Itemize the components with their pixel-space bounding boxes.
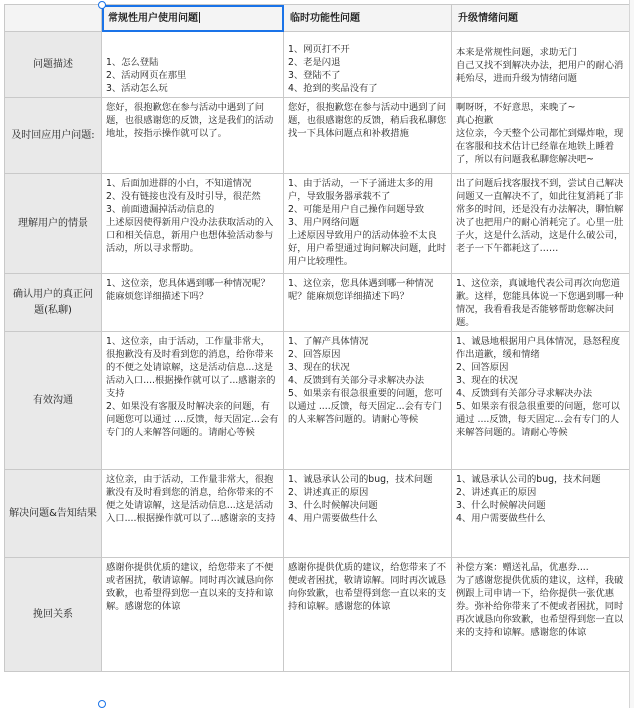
cell-line: 这位亲，今天整个公司都忙到爆炸啦，现在客服和技术估计已经靠在地铁上睡着了，所以有问题我私聊您解决吧~ bbox=[456, 128, 624, 165]
cell-line: 5、如果亲有很急很重要的问题，您可以通过 ....反馈，每天固定...会有专门的人来解答问题的。请耐心等候 bbox=[456, 401, 620, 438]
cell-line: 3、活动怎么玩 bbox=[106, 83, 168, 94]
corner-cell[interactable] bbox=[5, 5, 102, 32]
cell-line: 3、什么时候解决问题 bbox=[288, 500, 378, 511]
row-header-label: 有效沟通 bbox=[33, 394, 73, 406]
comparison-table bbox=[4, 4, 631, 672]
table-cell[interactable] bbox=[102, 174, 284, 274]
table-row bbox=[5, 174, 631, 274]
cell-line: 啊呀呀，不好意思，来晚了~ bbox=[456, 102, 576, 113]
selection-handle-bottom[interactable] bbox=[98, 700, 106, 708]
table-cell[interactable] bbox=[284, 98, 452, 174]
table-cell[interactable] bbox=[284, 174, 452, 274]
table-cell[interactable] bbox=[102, 98, 284, 174]
table-cell[interactable] bbox=[284, 32, 452, 98]
cell-line: 4、反馈到有关部分寻求解决办法 bbox=[456, 388, 593, 399]
cell-line: 出了问题后找客服找不到，尝试自己解决问题又一直解决不了，如此往复消耗了非常多的时间，还是没有办法解决，聊怕解决了也把用户的耐心消耗完了。心里一肚子火，这是什么活动，这是什么破公司，老子一下午都耗这了…… bbox=[456, 178, 624, 254]
cell-line: 2、老是闪退 bbox=[288, 57, 341, 68]
table-cell[interactable] bbox=[284, 332, 452, 470]
column-header-label: 升级情绪问题 bbox=[458, 12, 518, 24]
table-cell[interactable] bbox=[452, 274, 631, 332]
cell-line: 感谢你提供优质的建议，给您带来了不便或者困扰，敬请谅解。同时再次诚恳向你致歉，也希望得到您一直以来的支持和谅解。感谢您的体谅 bbox=[106, 562, 274, 612]
table-cell[interactable] bbox=[452, 558, 631, 672]
cell-line: 1、网页打不开 bbox=[288, 44, 350, 55]
cell-line: 2、活动网页在那里 bbox=[106, 70, 187, 81]
cell-line: 2、如果没有客服及时解决亲的问题，有问题您可以通过 ....反馈，每天固定...会有专门的人来解答问题的。请耐心等候 bbox=[106, 401, 279, 438]
row-header-label: 挽回关系 bbox=[33, 608, 73, 620]
cell-line: 上述原因使得新用户没办法获取活动的入口和相关信息，新用户也想体验活动参与活动，所以寻求帮助。 bbox=[106, 217, 274, 254]
row-header[interactable] bbox=[5, 174, 102, 274]
cell-line: 3、登陆不了 bbox=[288, 70, 341, 81]
table-cell[interactable] bbox=[452, 98, 631, 174]
cell-line: 真心抱歉 bbox=[456, 115, 494, 126]
cell-line: 4、用户需要做些什么 bbox=[288, 513, 378, 524]
table-cell[interactable] bbox=[452, 32, 631, 98]
cell-line: 1、这位亲，您具体遇到哪一种情况呢？能麻烦您详细描述下吗？ bbox=[106, 278, 270, 302]
cell-line: 2、回答原因 bbox=[456, 362, 509, 373]
selection-handle-top[interactable] bbox=[98, 1, 106, 9]
cell-line: 3、什么时候解决问题 bbox=[456, 500, 546, 511]
cell-line: 3、用户网络问题 bbox=[288, 217, 359, 228]
table-cell[interactable] bbox=[102, 558, 284, 672]
table-cell[interactable] bbox=[284, 558, 452, 672]
cell-line: 补偿方案：赠送礼品，优惠券.... bbox=[456, 562, 589, 573]
cell-line: 2、可能是用户自己操作问题导致 bbox=[288, 204, 425, 215]
cell-line: 1、诚恳承认公司的bug，技术问题 bbox=[456, 474, 601, 485]
table-cell[interactable] bbox=[102, 470, 284, 558]
cell-line: 3、前面遗漏掉活动信息的 bbox=[106, 204, 215, 215]
cell-line: 4、抢到的奖品没有了 bbox=[288, 83, 378, 94]
column-header-label: 临时功能性问题 bbox=[290, 12, 360, 24]
cell-line: 2、没有链接也没有及时引导，很茫然 bbox=[106, 191, 261, 202]
row-header[interactable] bbox=[5, 98, 102, 174]
row-header[interactable] bbox=[5, 332, 102, 470]
cell-line: 3、现在的状况 bbox=[456, 375, 518, 386]
row-header[interactable] bbox=[5, 558, 102, 672]
column-header-label: 常规性用户使用问题 bbox=[108, 12, 198, 24]
table-row bbox=[5, 332, 631, 470]
table-cell[interactable] bbox=[102, 332, 284, 470]
table-cell[interactable] bbox=[452, 470, 631, 558]
cell-line: 1、怎么登陆 bbox=[106, 57, 159, 68]
row-header-label: 确认用户的真正问题(私聊) bbox=[13, 288, 93, 316]
row-header-label: 及时回应用户问题: bbox=[11, 129, 95, 141]
column-header-1[interactable] bbox=[102, 5, 284, 32]
cell-line: 1、由于活动，一下子涌进太多的用户，导致服务器承载不了 bbox=[288, 178, 434, 202]
cell-line: 5、如果亲有很急很重要的问题，您可以通过 ....反馈，每天固定...会有专门的人来解答问题的。请耐心等候 bbox=[288, 388, 443, 425]
row-header-label: 问题描述 bbox=[33, 58, 73, 70]
cell-line: 3、现在的状况 bbox=[288, 362, 350, 373]
table-cell[interactable] bbox=[284, 470, 452, 558]
table-row bbox=[5, 470, 631, 558]
cell-line: 2、回答原因 bbox=[288, 349, 341, 360]
table-row bbox=[5, 558, 631, 672]
cell-line: 本来是常规性问题，求助无门 bbox=[456, 46, 577, 58]
cell-line: 1、诚恳承认公司的bug，技术问题 bbox=[288, 474, 433, 485]
cell-line: 4、用户需要做些什么 bbox=[456, 513, 546, 524]
table-cell[interactable] bbox=[102, 32, 284, 98]
cell-line: 1、这位亲，真诚地代表公司再次向您道歉。这样，您能具体说一下您遇到哪一种情况，我看看我是否能够帮助您解决问题。 bbox=[456, 278, 624, 328]
table-cell[interactable] bbox=[284, 274, 452, 332]
row-header[interactable] bbox=[5, 470, 102, 558]
table-cell[interactable] bbox=[452, 174, 631, 274]
sheet-right-edge bbox=[629, 0, 634, 708]
cell-line: 1、这位亲，由于活动，工作量非常大，很抱歉没有及时看到您的消息，给你带来的不便之处请谅解，这是活动信息...这是活动入口....根据操作就可以了...感谢亲的支持 bbox=[106, 336, 276, 399]
cell-line: 1、诚恳地根据用户具体情况，恳怒程度作出道歉，缓和情绪 bbox=[456, 336, 620, 360]
cell-line: 自己又找不到解决办法，把用户的耐心消耗殆尽，进而升级为情绪问题 bbox=[456, 59, 624, 84]
text-cursor bbox=[199, 12, 200, 23]
row-header-label: 解决问题&告知结果 bbox=[9, 507, 97, 519]
row-header[interactable] bbox=[5, 274, 102, 332]
cell-line: 您好，很抱歉您在参与活动中遇到了问题，也很感谢您的反馈，这是我们的活动地址，按指示操作就可以了。 bbox=[106, 102, 274, 139]
column-header-3[interactable] bbox=[452, 5, 631, 32]
table-cell[interactable] bbox=[452, 332, 631, 470]
cell-line: 为了感谢您提供优质的建议，这样，我破例跟上司申请一下，给你提供一张优惠券。弥补给你带来了不便或者困扰，同时再次诚恳向你致歉，也希望得到您一直以来的支持和谅解。感谢您的体谅 bbox=[456, 575, 624, 638]
cell-line: 上述原因导致用户的活动体验不太良好，用户希望通过询问解决问题，此时用户比较理性。 bbox=[288, 230, 447, 267]
cell-line: 感谢你提供优质的建议，给您带来了不便或者困扰，敬请谅解。同时再次诚恳向你致歉，也希望得到您一直以来的支持和谅解。感谢您的体谅 bbox=[288, 562, 447, 612]
header-row bbox=[5, 5, 631, 32]
cell-line: 2、讲述真正的原因 bbox=[288, 487, 369, 498]
cell-line: 4、反馈到有关部分寻求解决办法 bbox=[288, 375, 425, 386]
row-header-label: 理解用户的情景 bbox=[18, 217, 88, 229]
cell-line: 1、了解产具体情况 bbox=[288, 336, 369, 347]
cell-line: 这位亲，由于活动，工作量非常大，很抱歉没有及时看到您的消息，给你带来的不便之处请谅解，这是活动信息...这是活动入口....根据操作就可以了...感谢亲的支持 bbox=[106, 474, 276, 524]
row-header[interactable] bbox=[5, 32, 102, 98]
cell-line: 2、讲述真正的原因 bbox=[456, 487, 537, 498]
column-header-2[interactable] bbox=[284, 5, 452, 32]
table-row bbox=[5, 98, 631, 174]
table-row bbox=[5, 32, 631, 98]
table-row bbox=[5, 274, 631, 332]
cell-line: 1、这位亲，您具体遇到哪一种情况呢？能麻烦您详细描述下吗？ bbox=[288, 278, 434, 302]
table-cell[interactable] bbox=[102, 274, 284, 332]
cell-line: 1、后面加进群的小白，不知道情况 bbox=[106, 178, 252, 189]
cell-line: 您好，很抱歉您在参与活动中遇到了问题，也很感谢您的反馈，稍后我私聊您找一下具体问题点和补救措施 bbox=[288, 102, 447, 139]
